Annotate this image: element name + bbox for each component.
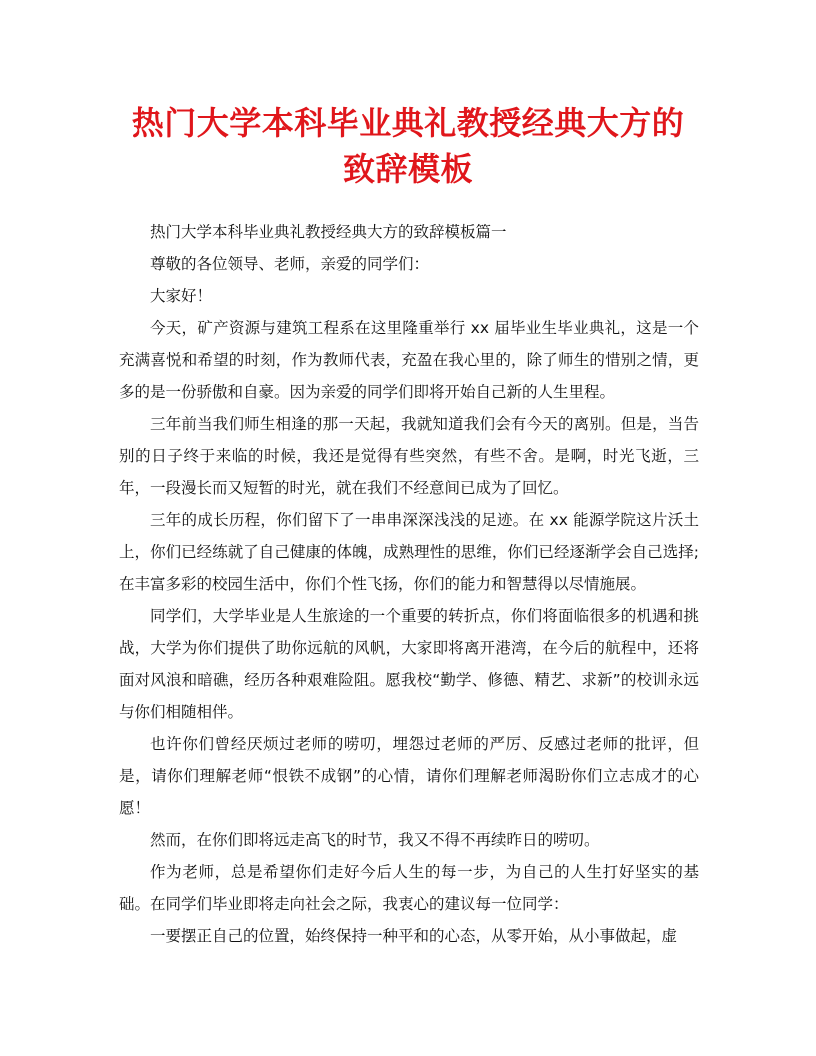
body-paragraph: 作为老师，总是希望你们走好今后人生的每一步，为自己的人生打好坚实的基础。在同学们毕业即将走向社会之际，我衷心的建议每一位同学：	[119, 863, 699, 913]
body-paragraph: 三年前当我们师生相逢的那一天起，我就知道我们会有今天的离别。但是，当告别的日子终于来临的时候，我还是觉得有些突然，有些不舍。是啊，时光飞逝，三年，一段漫长而又短暂的时光，就在我们不经意间已成为了回忆。	[119, 415, 699, 497]
body-paragraph: 一要摆正自己的位置，始终保持一种平和的心态，从零开始，从小事做起，虚	[150, 927, 678, 945]
title-line-2: 致辞模板	[342, 150, 473, 188]
document-body	[119, 216, 699, 952]
greeting: 大家好！	[150, 287, 213, 305]
salutation: 尊敬的各位领导、老师，亲爱的同学们：	[150, 255, 430, 273]
document-title	[100, 100, 716, 192]
body-paragraph: 同学们，大学毕业是人生旅途的一个重要的转折点，你们将面临很多的机遇和挑战，大学为你们提供了助你远航的风帆，大家即将离开港湾，在今后的航程中，还将面对风浪和暗礁，经历各种艰难险阻。愿我校“勤学、修德、精艺、求新”的校训永远与你们相随相伴。	[119, 607, 699, 721]
body-paragraph: 然而，在你们即将远走高飞的时节，我又不得不再续昨日的唠叨。	[150, 831, 600, 849]
section-heading: 热门大学本科毕业典礼教授经典大方的致辞模板篇一	[150, 223, 507, 241]
body-paragraph: 也许你们曾经厌烦过老师的唠叨，埋怨过老师的严厉、反感过老师的批评，但是，请你们理解老师“恨铁不成钢”的心情，请你们理解老师渴盼你们立志成才的心愿！	[119, 735, 699, 817]
body-paragraph: 三年的成长历程，你们留下了一串串深深浅浅的足迹。在 xx 能源学院这片沃土上，你们已经练就了自己健康的体魄，成熟理性的思维，你们已经逐渐学会自己选择;在丰富多彩的校园生活中，你们个性飞扬，你们的能力和智慧得以尽情施展。	[119, 511, 699, 593]
title-line-1: 热门大学本科毕业典礼教授经典大方的	[131, 104, 685, 142]
body-paragraph: 今天，矿产资源与建筑工程系在这里隆重举行 xx 届毕业生毕业典礼，这是一个充满喜悦和希望的时刻，作为教师代表，充盈在我心里的，除了师生的惜别之情，更多的是一份骄傲和自豪。因为亲爱的同学们即将开始自己新的人生里程。	[119, 319, 699, 401]
